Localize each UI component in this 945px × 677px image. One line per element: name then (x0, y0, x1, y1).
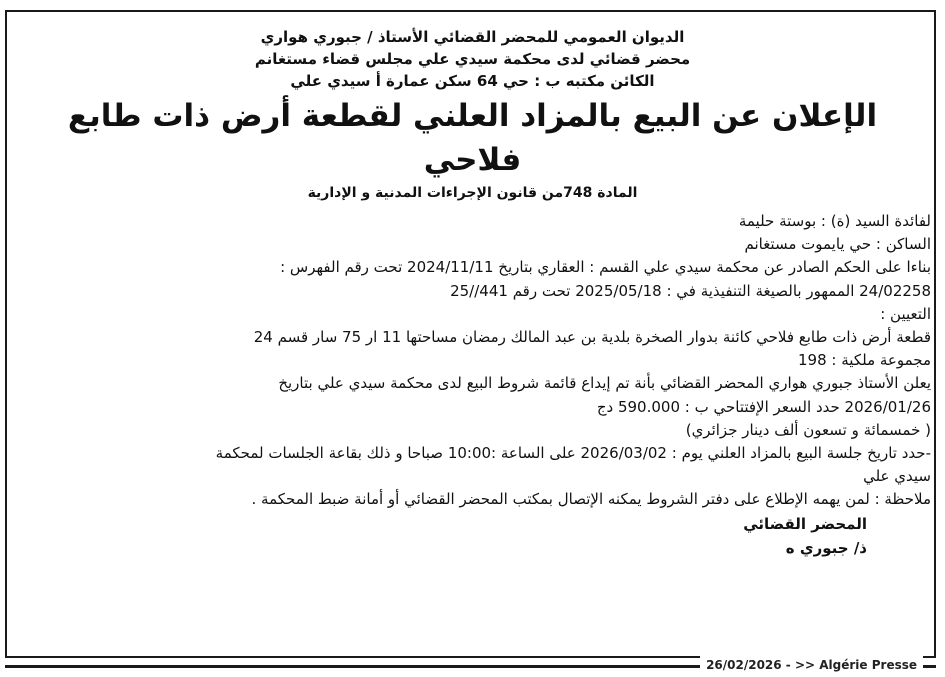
announcement-line-3: ( خمسمائة و تسعون ألف دينار جزائري) (685, 420, 931, 439)
header-address-line: الكائن مكتبه ب : حي 64 سكن عمارة أ سيدي علي (290, 72, 655, 90)
header-court-line: محضر قضائي لدى محكمة سيدي علي مجلس قضاء مستغانم (254, 50, 691, 68)
beneficiary-line: لفائدة السيد (ة) : بوستة حليمة (738, 212, 931, 230)
notice-subtitle: المادة 748من قانون الإجراءات المدنية و الإدارية (307, 185, 638, 201)
announcement-line-1: يعلن الأستاذ جبوري هواري المحضر القضائي بأنة تم إيداع قائمة شروط البيع لدى محكمة سيدي علي بتاريخ (278, 374, 931, 393)
designation-line-1: قطعة أرض ذات طابع فلاحي كائنة بدوار الصخرة بلدية بن عبد المالك رمضان مساحتها 11 ار 75 سار قسم 24 (253, 328, 931, 347)
signature-name: ذ/ جبوري ه (785, 538, 867, 557)
header-office-line: الديوان العمومي للمحضر القضائي الأستاذ / جبوري هواري (260, 28, 685, 46)
session-line-1: -حدد تاريخ جلسة البيع بالمزاد العلني يوم : 2026/03/02 على الساعة :10:00 صباحا و ذلك بقاعة الجلسات لمحكمة (215, 444, 931, 463)
signature-title: المحضر القضائي (743, 514, 867, 533)
footer-source-label: 26/02/2026 - >> Algérie Presse (700, 656, 923, 674)
session-line-2: سيدي علي (863, 467, 931, 486)
judgment-line-1: بناءا على الحكم الصادر عن محكمة سيدي علي القسم : العقاري بتاريخ 2024/11/11 تحت رقم الفهرس : (280, 258, 931, 277)
note-line: ملاحظة : لمن يهمه الإطلاع على دفتر الشروط يمكنه الإتصال بمكتب المحضر القضائي أو أمانة ضبط المحكمة . (251, 490, 931, 509)
notice-title: الإعلان عن البيع بالمزاد العلني لقطعة أرض ذات طابع فلاحي (67, 98, 878, 178)
notice-content (14, 26, 931, 560)
designation-line-2: مجموعة ملكية : 198 (798, 351, 931, 370)
judgment-line-2: 24/02258 الممهور بالصيغة التنفيذية في : 2025/05/18 تحت رقم 441//25 (450, 281, 931, 300)
residence-line: الساكن : حي يايموت مستغانم (744, 235, 931, 254)
announcement-line-2: 2026/01/26 حدد السعر الإفتتاحي ب : 590.000 دج (596, 397, 931, 416)
designation-label: التعيين : (880, 304, 931, 323)
